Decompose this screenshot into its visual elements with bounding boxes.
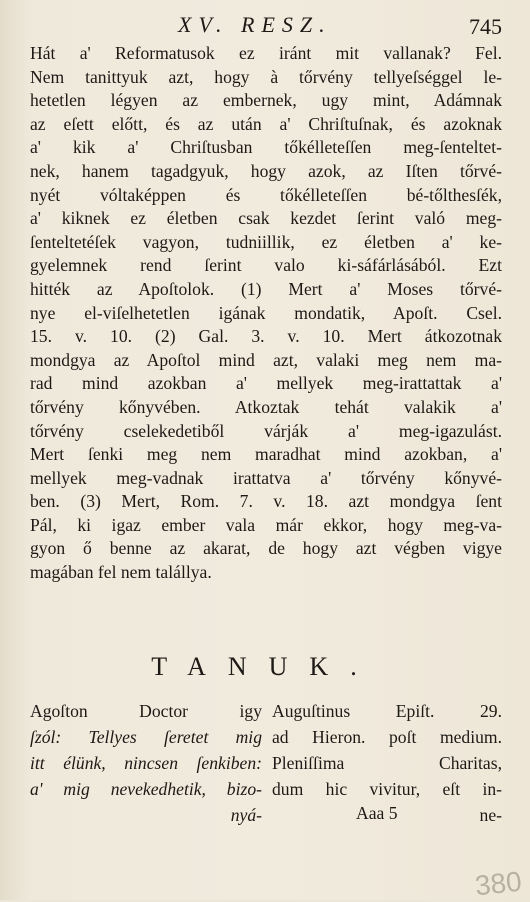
column-line: ne- bbox=[479, 805, 502, 825]
text-line: hetetlen légyen az embernek, ugy mint, Adámnak bbox=[30, 90, 502, 111]
page-header bbox=[0, 12, 530, 42]
text-line: ben. (3) Mert, Rom. 7. v. 18. azt mondgya ſent bbox=[30, 491, 502, 512]
column-line: Pleniſſima Charitas, bbox=[272, 753, 502, 773]
text-line: ſenteltetéſek vagyon, tudniillik, ez életben a' ke- bbox=[30, 231, 502, 252]
text-line: gyelemnek rend ſerint valo ki-sáfárlásából. Ezt bbox=[30, 255, 502, 276]
text-line: a' kiknek ez életben csak kezdet ſerint való meg- bbox=[30, 208, 502, 229]
column-line: ſzól: Tellyes ſeretet mig bbox=[30, 727, 262, 747]
text-line: rad mind azokban a' mellyek meg-irattattak a' bbox=[30, 373, 502, 394]
text-line: 15. v. 10. (2) Gal. 3. v. 10. Mert átkozotnak bbox=[30, 326, 502, 347]
page-number: 745 bbox=[469, 14, 502, 39]
column-line: ad Hieron. poſt medium. bbox=[272, 727, 502, 747]
column-line: Agoſton Doctor igy bbox=[30, 701, 262, 721]
text-line: hitték az Apoſtolok. (1) Mert a' Moses tőrvé- bbox=[30, 278, 502, 299]
text-line: Hát a' Reformatusok ez iránt mit vallanak? Fel. bbox=[30, 43, 502, 63]
column-line: nyá- bbox=[230, 805, 262, 825]
signature-mark: Aaa 5 bbox=[356, 803, 398, 823]
text-line: mondgya az Apoſtol mind azt, valaki meg nem ma- bbox=[30, 349, 502, 370]
text-line: az eſett előtt, és az után a' Chriſtuſnak, és azoknak bbox=[30, 113, 502, 134]
text-line: a' kik a' Chriſtusban tőkélleteſſen meg-ſenteltet- bbox=[30, 137, 502, 158]
text-line: tőrvény kőnyvében. Atkoztak tehát valakik a' bbox=[30, 396, 502, 417]
main-paragraph bbox=[30, 42, 502, 585]
margin-note: 380 bbox=[473, 865, 524, 902]
text-line: tőrvény cselekedetiből várják a' meg-igazulást. bbox=[30, 420, 502, 441]
column-line: itt élünk, nincsen ſenkiben: bbox=[30, 753, 262, 773]
column-line: dum hic vivitur, eſt in- bbox=[272, 779, 502, 799]
text-line: nek, hanem tagadgyuk, hogy azok, az Iſten tőrvé- bbox=[30, 160, 502, 181]
running-head: XV. RESZ. bbox=[178, 12, 332, 37]
column-line: a' mig nevekedhetik, bizo- bbox=[30, 779, 262, 799]
text-line: Nem tanittyuk azt, hogy à tőrvény tellyeſséggel le- bbox=[30, 66, 502, 87]
text-line: Mert ſenki meg nem maradhat mind azokban, a' bbox=[30, 444, 502, 465]
text-line: nyét vóltaképpen és tőkélleteſſen bé-tőlthesſék, bbox=[30, 184, 502, 205]
text-line: nye el-viſelhetetlen igának mondatik, Apoſt. Csel. bbox=[30, 302, 502, 323]
text-line: gyon ő benne az akarat, de hogy azt végben vigye bbox=[30, 538, 502, 559]
text-line: Pál, ki igaz ember vala már ekkor, hogy meg-va- bbox=[30, 514, 502, 535]
text-line: mellyek meg-vadnak irattatva a' tőrvény kőnyvé- bbox=[30, 467, 502, 488]
column-line: Auguſtinus Epiſt. 29. bbox=[272, 701, 502, 721]
text-line: magában fel nem talállya. bbox=[30, 562, 212, 583]
section-title: TANUK. bbox=[151, 652, 379, 681]
hungarian-quote-column bbox=[30, 698, 262, 828]
